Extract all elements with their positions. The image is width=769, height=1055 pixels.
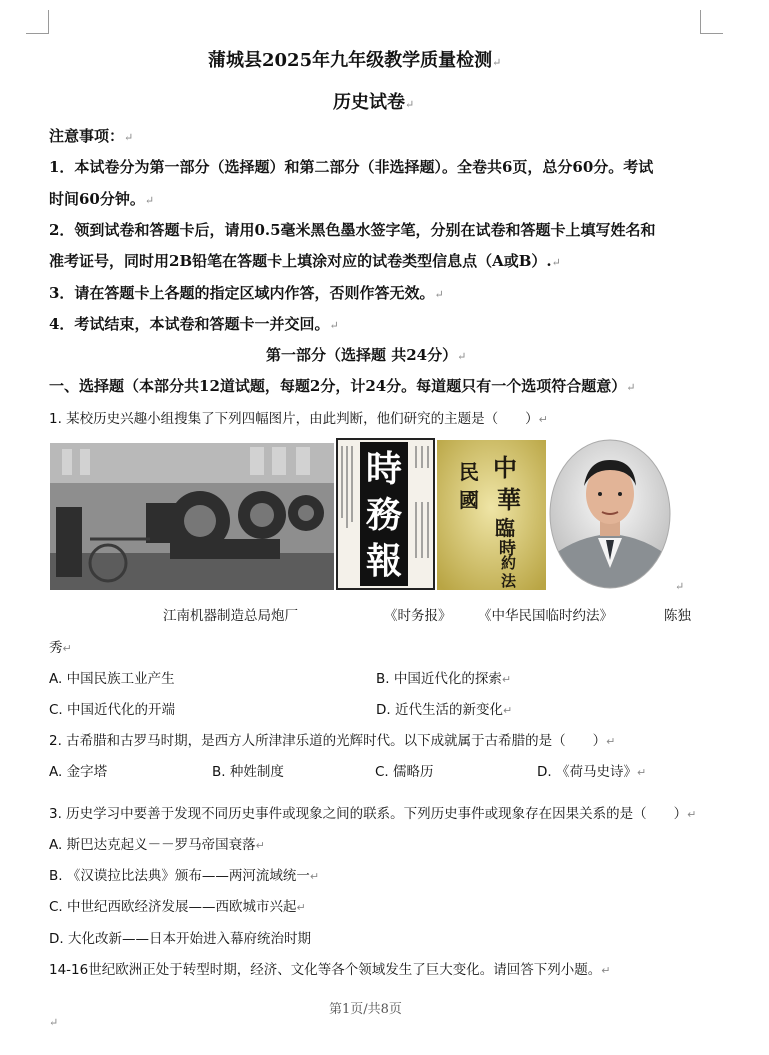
exam-title: 蒲城县2025年九年级教学质量检测↵ bbox=[208, 50, 502, 71]
part1-title: 第一部分（选择题 共24分）↵ bbox=[266, 346, 467, 364]
q2-option-d[interactable]: D. 《荷马史诗》↵ bbox=[537, 764, 647, 780]
q2-option-b[interactable]: B. 种姓制度 bbox=[212, 764, 284, 780]
note-1-cont: 时间60分钟。↵ bbox=[49, 190, 155, 208]
group-intro: 14-16世纪欧洲正处于转型时期，经济、文化等各个领域发生了巨大变化。请回答下列小题。↵ bbox=[49, 962, 611, 978]
constitution-char: 中 bbox=[493, 453, 517, 482]
q2-option-c[interactable]: C. 儒略历 bbox=[375, 764, 434, 780]
q1-option-d[interactable]: D. 近代生活的新变化↵ bbox=[376, 702, 513, 718]
crop-mark bbox=[48, 10, 49, 34]
q3-option-b[interactable]: B. 《汉谟拉比法典》颁布——两河流域统一↵ bbox=[49, 868, 320, 884]
caption-newspaper: 《时务报》 bbox=[384, 608, 452, 624]
note-3: 3．请在答题卡上各题的指定区域内作答，否则作答无效。↵ bbox=[49, 284, 444, 302]
q1-option-a[interactable]: A. 中国民族工业产生 bbox=[49, 671, 175, 687]
photo-factory bbox=[50, 443, 334, 590]
constitution-char: 臨 bbox=[495, 516, 515, 540]
constitution-char: 國 bbox=[459, 488, 479, 512]
constitution-char: 華 bbox=[497, 485, 521, 514]
crop-mark bbox=[26, 33, 49, 34]
photo-newspaper bbox=[336, 438, 435, 590]
q3-option-d[interactable]: D. 大化改新——日本开始进入幕府统治时期 bbox=[49, 931, 311, 947]
q2-option-a[interactable]: A. 金字塔 bbox=[49, 764, 108, 780]
photo-portrait bbox=[548, 438, 672, 590]
question-2-stem: 2. 古希腊和古罗马时期，是西方人所津津乐道的光辉时代。以下成就属于古希腊的是（ ）↵ bbox=[49, 733, 616, 749]
caption-factory: 江南机器制造总局炮厂 bbox=[163, 608, 298, 624]
crop-mark bbox=[700, 10, 701, 34]
q1-option-c[interactable]: C. 中国近代化的开端 bbox=[49, 702, 176, 718]
caption-portrait-wrap: 秀↵ bbox=[49, 640, 72, 656]
q3-option-c[interactable]: C. 中世纪西欧经济发展——西欧城市兴起↵ bbox=[49, 899, 306, 915]
note-2: 2．领到试卷和答题卡后，请用0.5毫米黑色墨水签字笔，分别在试卷和答题卡上填写姓名和 bbox=[49, 221, 656, 239]
question-3-stem: 3. 历史学习中要善于发现不同历史事件或现象之间的联系。下列历史事件或现象存在因果关系的是（ ）↵ bbox=[49, 806, 697, 822]
constitution-char: 法 bbox=[501, 572, 517, 590]
note-2-cont: 准考证号，同时用2B铅笔在答题卡上填涂对应的试卷类型信息点（A或B）.↵ bbox=[49, 252, 561, 270]
photo-constitution bbox=[437, 440, 546, 590]
q3-option-a[interactable]: A. 斯巴达克起义－－罗马帝国衰落↵ bbox=[49, 837, 265, 853]
section-heading: 一、选择题（本部分共12道试题，每题2分，计24分。每道题只有一个选项符合题意）↵ bbox=[49, 377, 636, 395]
question-1-stem: 1. 某校历史兴趣小组搜集了下列四幅图片，由此判断，他们研究的主题是（ ）↵ bbox=[49, 411, 548, 427]
newspaper-title: 時務報 bbox=[365, 448, 402, 582]
constitution-char: 時 bbox=[499, 539, 516, 559]
q1-option-b[interactable]: B. 中国近代化的探索↵ bbox=[376, 671, 512, 687]
note-1: 1．本试卷分为第一部分（选择题）和第二部分（非选择题）。全卷共6页，总分60分。考试 bbox=[49, 158, 654, 176]
paragraph-mark: ↵ bbox=[49, 1016, 59, 1029]
constitution-char: 約 bbox=[501, 554, 517, 572]
page-number: 第1页/共8页 bbox=[329, 1002, 402, 1017]
paragraph-mark: ↵ bbox=[675, 580, 685, 593]
notes-heading: 注意事项：↵ bbox=[49, 127, 134, 145]
exam-subtitle: 历史试卷↵ bbox=[333, 92, 415, 113]
caption-constitution: 《中华民国临时约法》 bbox=[478, 608, 613, 624]
crop-mark bbox=[700, 33, 723, 34]
note-4: 4．考试结束，本试卷和答题卡一并交回。↵ bbox=[49, 315, 339, 333]
constitution-char: 民 bbox=[459, 460, 479, 484]
caption-portrait: 陈独 bbox=[664, 608, 691, 624]
